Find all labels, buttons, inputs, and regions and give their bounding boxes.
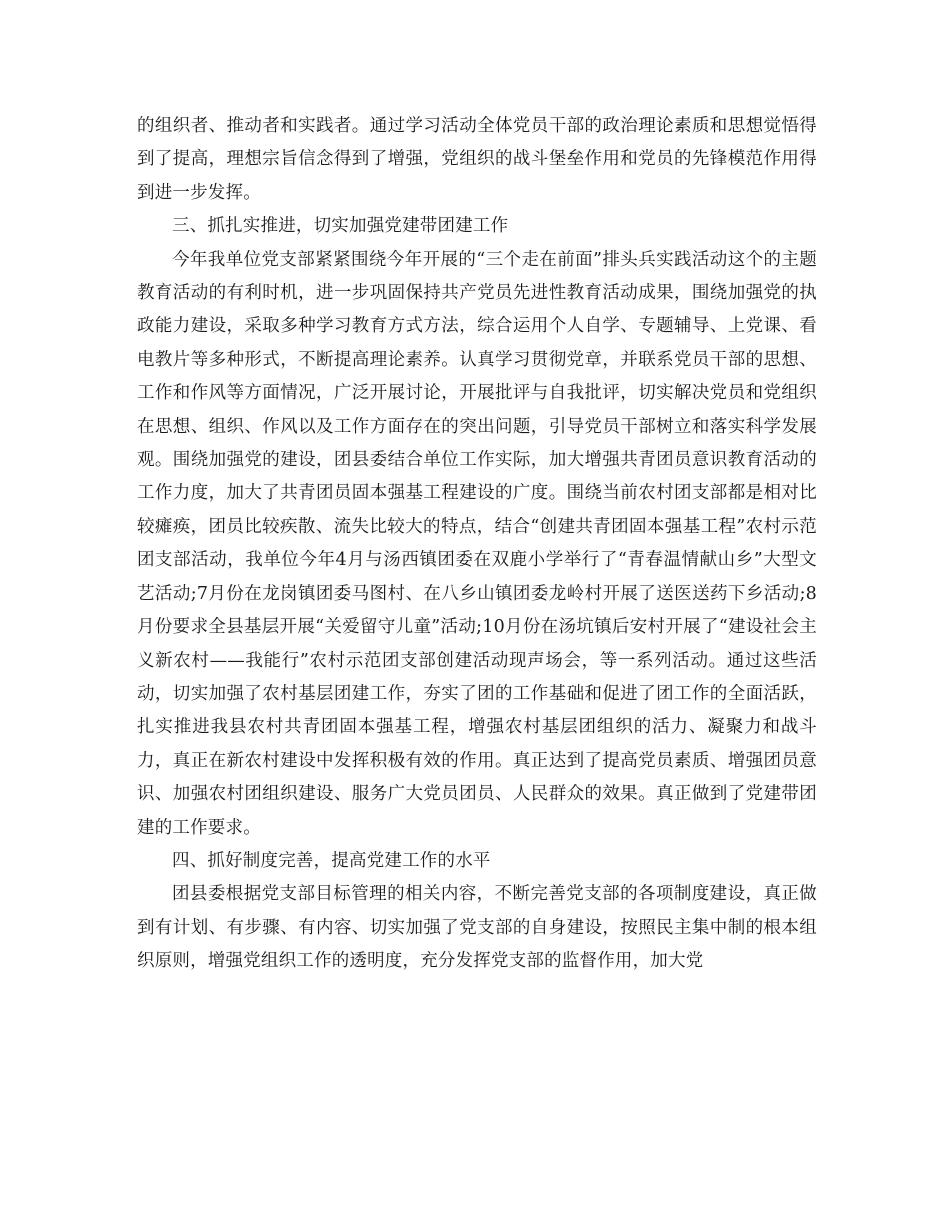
paragraph-continuation: 的组织者、推动者和实践者。通过学习活动全体党员干部的政治理论素质和思想觉悟得到了提高，理想宗旨信念得到了增强，党组织的战斗堡垒作用和党员的先锋模范作用得到进一步发挥。 [137,116,817,203]
document-body [137,110,817,979]
section-heading-3: 三、抓扎实推进，切实加强党建带团建工作 [172,216,509,237]
paragraph-section-4-body: 团县委根据党支部目标管理的相关内容，不断完善党支部的各项制度建设，真正做到有计划、有步骤、有内容、切实加强了党支部的自身建设，按照民主集中制的根本组织原则，增强党组织工作的透明度，充分发挥党支部的监督作用，加大党 [137,884,817,972]
section-heading-4: 四、抓好制度完善，提高党建工作的水平 [172,850,491,871]
paragraph-section-3-body: 今年我单位党支部紧紧围绕今年开展的“三个走在前面”排头兵实践活动这个的主题教育活动的有利时机，进一步巩固保持共产党员先进性教育活动成果，围绕加强党的执政能力建设，采取多种学习教育方式方法，综合运用个人自学、专题辅导、上党课、看电教片等多种形式，不断提高理论素养。认真学习贯彻党章，并联系党员干部的思想、工作和作风等方面情况，广泛开展讨论，开展批评与自我批评，切实解决党员和党组织在思想、组织、作风以及工作方面存在的突出问题，引导党员干部树立和落实科学发展观。围绕加强党的建设，团县委结合单位工作实际，加大增强共青团员意识教育活动的工作力度，加大了共青团员固本强基工程建设的广度。围绕当前农村团支部都是相对比较瘫痪，团员比较疾散、流失比较大的特点，结合“创建共青团固本强基工程”农村示范团支部活动，我单位今年4月与汤西镇团委在双鹿小学举行了“青春温情献山乡”大型文艺活动;7月份在龙岗镇团委马图村、在八乡山镇团委龙岭村开展了送医送药下乡活动;8月份要求全县基层开展“关爱留守儿童”活动;10月份在汤坑镇后安村开展了“建设社会主义新农村——我能行”农村示范团支部创建活动现声场会，等一系列活动。通过这些活动，切实加强了农村基层团建工作，夯实了团的工作基础和促进了团工作的全面活跃，扎实推进我县农村共青团固本强基工程，增强农村基层团组织的活力、凝聚力和战斗力，真正在新农村建设中发挥积极有效的作用。真正达到了提高党员素质、增强团员意识、加强农村团组织建设、服务广大党员团员、人民群众的效果。真正做到了党建带团建的工作要求。 [137,249,817,838]
